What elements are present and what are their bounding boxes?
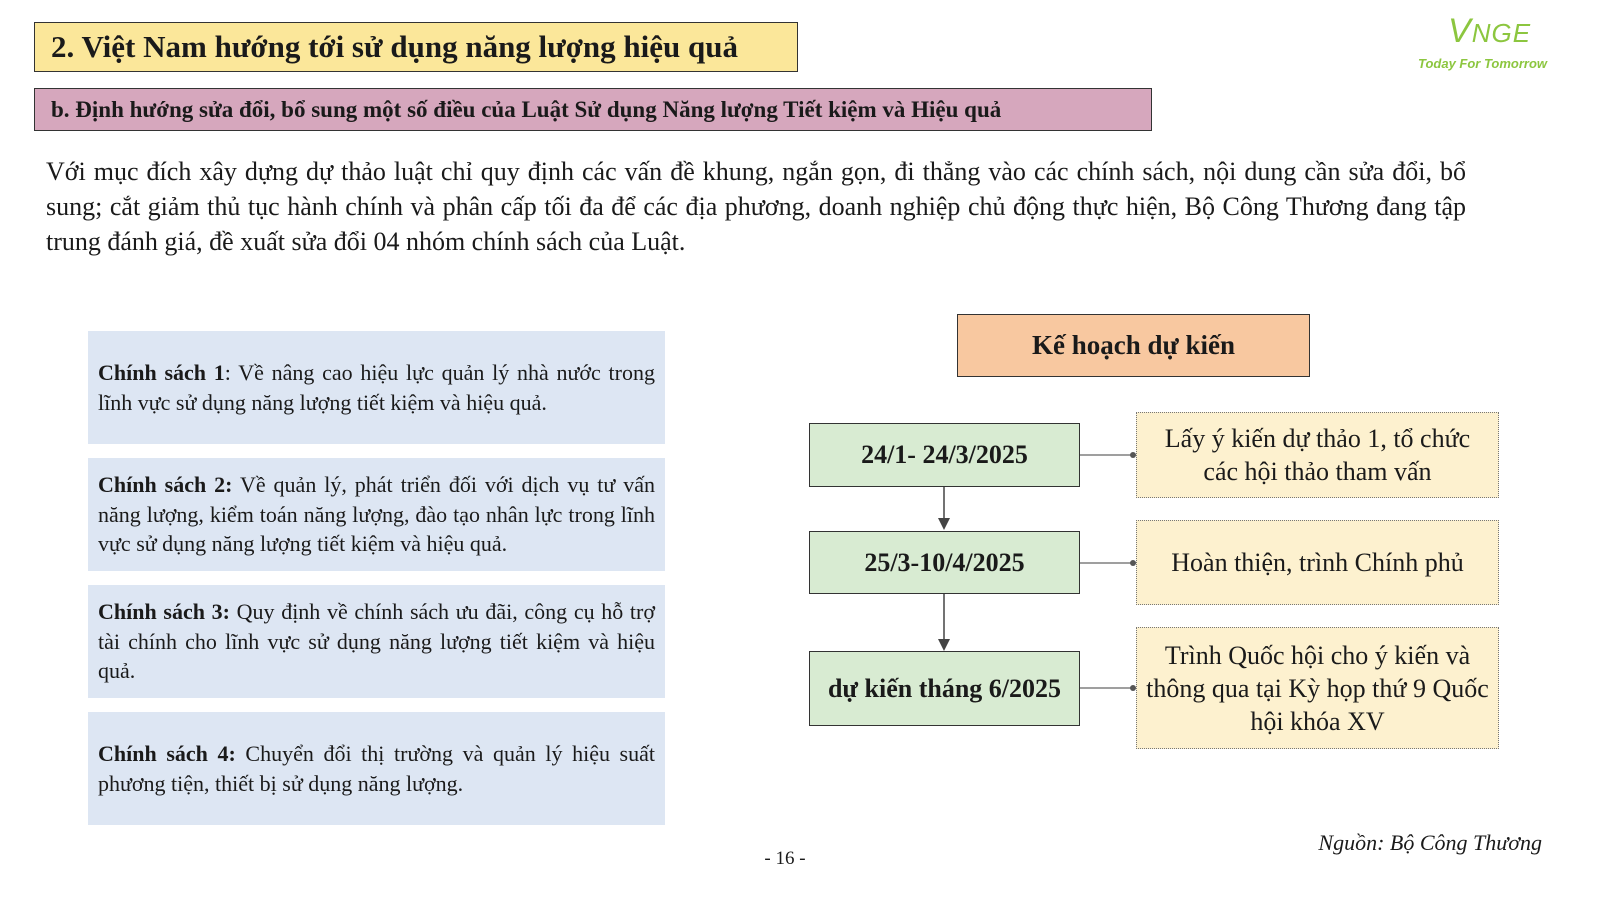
section-subtitle: b. Định hướng sửa đổi, bổ sung một số điều của Luật Sử dụng Năng lượng Tiết kiệm và Hiệu quả: [34, 88, 1152, 131]
policy-text: Về quản lý, phát triển đối với dịch vụ tư vấn năng lượng, kiểm toán năng lượng, đào tạo nhân lực trong lĩnh vực sử dụng năng lượng tiết kiệm và hiệu quả.: [98, 472, 655, 557]
policy-label: Chính sách 4:: [98, 741, 236, 766]
timeline-desc-2: Hoàn thiện, trình Chính phủ: [1136, 520, 1499, 605]
source-note: Nguồn: Bộ Công Thương: [1318, 830, 1542, 855]
timeline-desc-1: Lấy ý kiến dự thảo 1, tổ chức các hội thảo tham vấn: [1136, 412, 1499, 498]
policy-label: Chính sách 2:: [98, 472, 233, 498]
timeline-date-2: 25/3-10/4/2025: [809, 531, 1080, 594]
policy-text: Quy định về chính sách ưu đãi, công cụ hỗ trợ tài chính cho lĩnh vực sử dụng năng lượng tiết kiệm và hiệu quả.: [98, 599, 656, 684]
page-number: - 16 -: [764, 848, 806, 869]
timeline-date-1: 24/1- 24/3/2025: [809, 423, 1080, 487]
timeline-desc-3: Trình Quốc hội cho ý kiến và thông qua tại Kỳ họp thứ 9 Quốc hội khóa XV: [1136, 627, 1499, 749]
policy-card-1: [88, 331, 665, 444]
policy-text: Chuyển đổi thị trường và quản lý hiệu suất phương tiện, thiết bị sử dụng năng lượng.: [98, 741, 655, 796]
policy-label: Chính sách 3:: [98, 599, 230, 625]
intro-paragraph: Với mục đích xây dựng dự thảo luật chỉ quy định các vấn đề khung, ngắn gọn, đi thẳng vào các chính sách, nội dung cần sửa đổi, bổ sung; cắt giảm thủ tục hành chính và phân cấp tối đa để các địa phương, doanh nghiệp chủ động thực hiện, Bộ Công Thương đang tập trung đánh giá, đề xuất sửa đổi 04 nhóm chính sách của Luật.: [46, 157, 1466, 256]
logo-tagline: Today For Tomorrow: [1418, 56, 1548, 71]
logo-mark: VNGE: [1448, 12, 1532, 50]
section-title: 2. Việt Nam hướng tới sử dụng năng lượng hiệu quả: [34, 22, 798, 72]
vnge-logo: [1418, 8, 1558, 78]
policy-text: : Về nâng cao hiệu lực quản lý nhà nước trong lĩnh vực sử dụng năng lượng tiết kiệm và hiệu quả.: [98, 360, 655, 415]
timeline-date-3: dự kiến tháng 6/2025: [809, 651, 1080, 726]
plan-header: Kế hoạch dự kiến: [957, 314, 1310, 377]
policy-label: Chính sách 1: [98, 360, 225, 385]
policy-card-2: [88, 458, 665, 571]
policy-card-4: [88, 712, 665, 825]
policy-card-3: [88, 585, 665, 698]
